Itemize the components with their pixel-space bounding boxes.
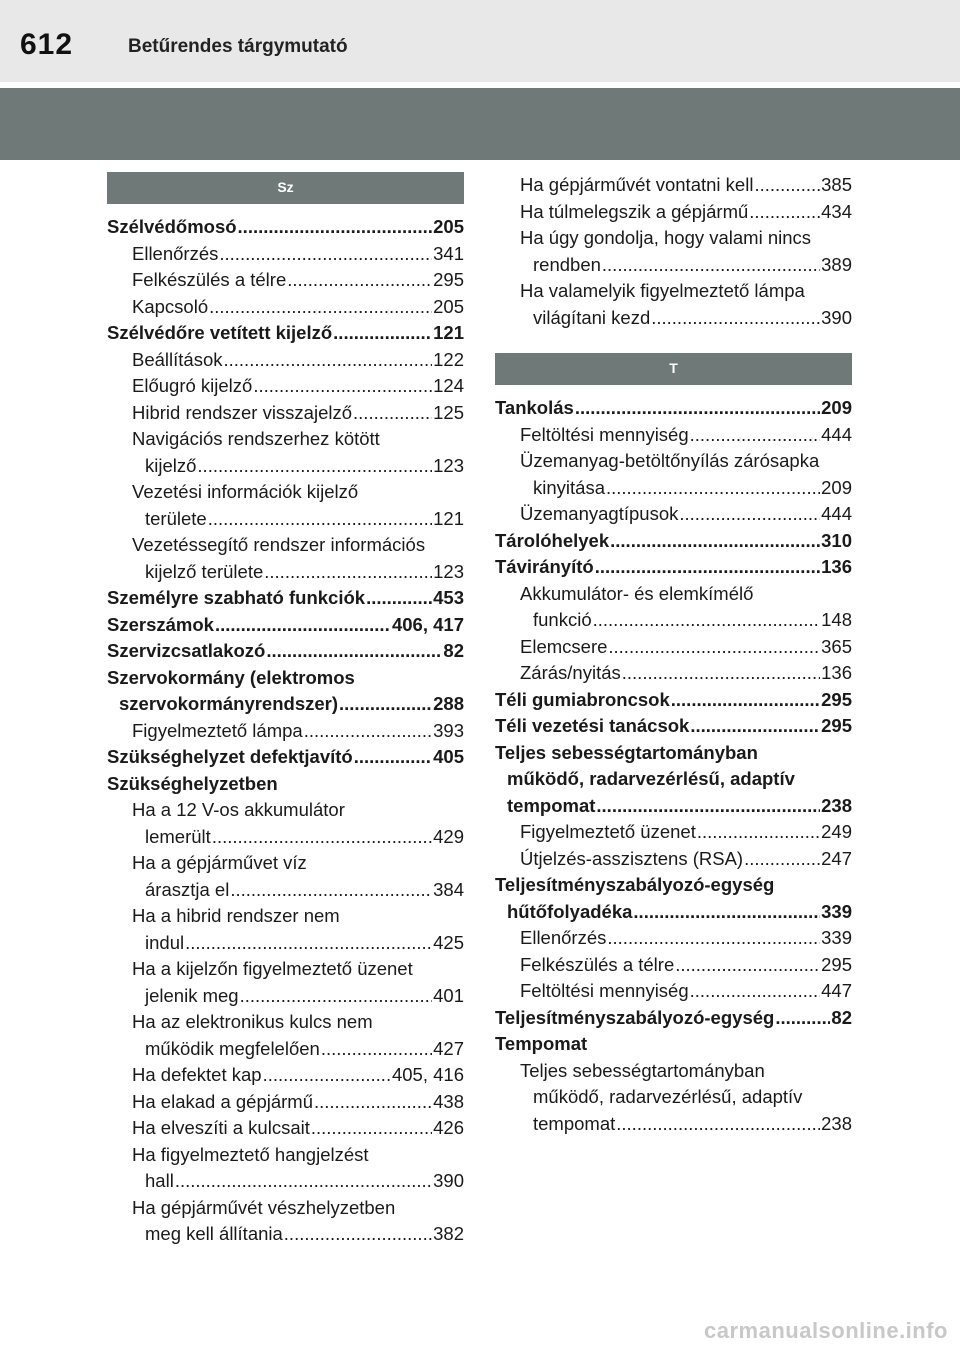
index-term: Téli vezetési tanácsok — [495, 715, 690, 736]
index-term: Kapcsoló — [132, 295, 209, 317]
index-term: területe — [145, 507, 207, 529]
index-entry — [495, 199, 852, 226]
page-reference: 148 — [821, 609, 852, 630]
page-reference: 121 — [433, 322, 464, 343]
index-entry — [495, 899, 852, 926]
index-term: kinyitása — [533, 476, 605, 498]
index-term: Tárolóhelyek — [495, 529, 610, 551]
index-entry — [107, 241, 464, 268]
index-entry — [107, 347, 464, 374]
page-header — [0, 0, 960, 82]
index-entry — [107, 1062, 464, 1089]
index-term: Elemcsere — [520, 635, 608, 657]
dot-leader — [697, 819, 820, 846]
index-term: kijelző — [145, 454, 197, 476]
page-reference: 406, 417 — [391, 613, 464, 635]
dot-leader — [607, 925, 820, 952]
index-entry — [495, 395, 852, 422]
page-reference: 405, 416 — [391, 1064, 464, 1085]
index-term: árasztja el — [145, 878, 230, 900]
dot-leader — [679, 501, 820, 528]
index-entry — [107, 930, 464, 957]
index-entry — [495, 819, 852, 846]
page-reference: 447 — [821, 980, 852, 1001]
page-reference: 122 — [433, 348, 464, 370]
page-reference: 124 — [433, 375, 464, 396]
index-entry — [495, 172, 852, 199]
page-reference: 121 — [433, 507, 464, 529]
page-reference: 438 — [433, 1090, 464, 1112]
dot-leader — [775, 1005, 830, 1032]
page-reference: 238 — [821, 1112, 852, 1134]
page-reference: 209 — [821, 397, 852, 418]
page-reference: 444 — [821, 423, 852, 445]
section-header-t: T — [495, 353, 852, 385]
dot-leader — [616, 1111, 820, 1138]
dot-leader — [208, 506, 432, 533]
index-entry — [495, 793, 852, 820]
index-entry — [107, 320, 464, 347]
index-term: Feltöltési mennyiség — [520, 423, 689, 445]
dot-leader — [219, 241, 432, 268]
page-reference: 205 — [433, 216, 464, 237]
index-entry — [107, 585, 464, 612]
dot-leader — [366, 585, 432, 612]
index-entry — [495, 1111, 852, 1138]
index-term: Szükséghelyzet defektjavító — [107, 746, 353, 767]
page-number: 612 — [20, 28, 74, 61]
dot-leader — [754, 172, 820, 199]
dot-leader — [230, 877, 432, 904]
index-term: lemerült — [145, 825, 211, 847]
page-reference: 238 — [821, 794, 852, 816]
index-entry — [107, 983, 464, 1010]
dot-leader — [744, 846, 820, 873]
dot-leader — [314, 1089, 432, 1116]
index-term: tempomat — [507, 794, 596, 816]
index-entry-text: működő, radarvezérlésű, adaptív — [507, 768, 795, 789]
dot-leader — [593, 607, 821, 634]
dot-leader — [610, 528, 820, 555]
index-entry-text: Ha az elektronikus kulcs nem — [132, 1011, 373, 1032]
page-reference: 390 — [821, 306, 852, 328]
dot-leader — [215, 612, 391, 639]
page-reference: 365 — [821, 635, 852, 657]
page-reference: 82 — [443, 640, 464, 661]
index-term: Szélvédőmosó — [107, 216, 237, 237]
dot-leader — [575, 395, 820, 422]
index-entry — [107, 373, 464, 400]
index-term: Beállítások — [132, 348, 223, 370]
dot-leader — [266, 638, 442, 665]
page-reference: 310 — [821, 529, 852, 551]
page-reference: 209 — [821, 476, 852, 498]
index-entry-text: Akkumulátor- és elemkímélő — [520, 582, 754, 604]
index-term: meg kell állítania — [145, 1223, 283, 1244]
index-term: Feltöltési mennyiség — [520, 980, 689, 1001]
page-reference: 82 — [831, 1006, 852, 1028]
index-entry — [107, 400, 464, 427]
index-entry — [107, 506, 464, 533]
dot-leader — [238, 214, 433, 241]
dot-leader — [209, 294, 432, 321]
dot-leader — [185, 930, 432, 957]
index-entry — [495, 554, 852, 581]
index-term: Ha elveszíti a kulcsait — [132, 1117, 310, 1138]
index-entry-text: Ha úgy gondolja, hogy valami nincs — [520, 227, 812, 248]
index-entry — [107, 559, 464, 586]
index-entry — [495, 305, 852, 332]
dot-leader — [595, 554, 820, 581]
index-entry — [107, 691, 464, 718]
dot-leader — [212, 824, 432, 851]
page-reference: 429 — [433, 825, 464, 847]
dot-leader — [263, 1062, 391, 1089]
index-entry — [495, 1005, 852, 1032]
index-entry-text: Teljes sebességtartományban — [495, 741, 758, 763]
page-reference: 288 — [433, 693, 464, 714]
index-entry — [495, 422, 852, 449]
index-entry — [495, 687, 852, 714]
index-term: hall — [145, 1170, 174, 1191]
index-entry-text: Navigációs rendszerhez kötött — [132, 428, 380, 449]
page-title: Betűrendes tárgymutató — [128, 36, 348, 57]
index-term: kijelző területe — [145, 560, 264, 582]
page-reference: 249 — [821, 821, 852, 842]
page-reference: 341 — [433, 242, 464, 264]
index-entry — [107, 267, 464, 294]
index-list-left — [107, 214, 464, 1248]
page-reference: 405 — [433, 746, 464, 767]
dot-leader — [353, 400, 432, 427]
index-term: Szerszámok — [107, 613, 214, 635]
index-term: jelenik meg — [145, 984, 239, 1006]
index-entry-text: Szervokormány (elektromos — [107, 666, 355, 688]
index-entry-text: Ha a gépjárművet víz — [132, 852, 307, 873]
index-term: Ha túlmelegszik a gépjármű — [520, 200, 749, 222]
index-entry — [107, 1115, 464, 1142]
index-term: Hibrid rendszer visszajelző — [132, 401, 353, 423]
page-reference: 295 — [821, 688, 852, 710]
dot-leader — [602, 252, 820, 279]
page-reference: 136 — [821, 662, 852, 683]
index-column-left — [107, 172, 464, 1248]
dot-leader — [633, 899, 820, 926]
index-entry-text: Teljesítményszabályozó-egység — [495, 874, 775, 895]
dot-leader — [749, 199, 820, 226]
index-term: Útjelzés-asszisztens (RSA) — [520, 847, 744, 869]
index-term: Figyelmeztető lámpa — [132, 719, 303, 741]
index-entry — [107, 877, 464, 904]
index-entry — [495, 952, 852, 979]
index-term: Ellenőrzés — [520, 927, 607, 948]
dot-leader — [284, 1221, 432, 1248]
page-reference: 247 — [821, 847, 852, 869]
page-reference: 426 — [433, 1117, 464, 1138]
index-list-right-continued — [495, 172, 852, 331]
page-reference: 444 — [821, 503, 852, 524]
index-term: Szervizcsatlakozó — [107, 640, 266, 661]
index-entry — [495, 475, 852, 502]
index-entry-text: Ha a kijelzőn figyelmeztető üzenet — [132, 958, 413, 979]
page-reference: 295 — [433, 269, 464, 290]
page-reference: 382 — [433, 1223, 464, 1244]
index-term: szervokormányrendszer) — [119, 693, 339, 714]
index-entry-text: Ha gépjárművét vészhelyzetben — [132, 1196, 396, 1218]
index-term: Ha defektet kap — [132, 1064, 262, 1085]
dot-leader — [675, 952, 820, 979]
index-entry — [495, 660, 852, 687]
dot-leader — [240, 983, 433, 1010]
index-term: Szélvédőre vetített kijelző — [107, 322, 333, 343]
page-reference: 295 — [821, 953, 852, 975]
index-term: Tankolás — [495, 397, 574, 418]
watermark: carmanualsonline.info — [704, 1318, 948, 1343]
index-term: funkció — [533, 609, 592, 630]
index-entry-text: Ha valamelyik figyelmeztető lámpa — [520, 280, 805, 301]
index-term: Ha elakad a gépjármű — [132, 1090, 313, 1112]
dot-leader — [287, 267, 432, 294]
index-entry — [107, 214, 464, 241]
dot-leader — [622, 660, 820, 687]
index-entry — [107, 294, 464, 321]
page-reference: 295 — [821, 715, 852, 736]
page-reference: 401 — [433, 984, 464, 1006]
dot-leader — [197, 453, 432, 480]
index-entry — [107, 453, 464, 480]
index-entry-text: Ha a hibrid rendszer nem — [132, 905, 340, 926]
dot-leader — [175, 1168, 432, 1195]
index-entry — [107, 718, 464, 745]
index-term: Ha gépjárművét vontatni kell — [520, 174, 754, 195]
dot-leader — [690, 713, 820, 740]
index-entry — [495, 528, 852, 555]
index-entry — [107, 612, 464, 639]
index-column-right — [495, 172, 852, 1137]
index-term: Távirányító — [495, 556, 594, 577]
page-reference: 384 — [433, 878, 464, 900]
dot-leader — [304, 718, 432, 745]
index-entry — [495, 501, 852, 528]
index-term: világítani kezd — [533, 306, 651, 328]
page-reference: 125 — [433, 401, 464, 423]
page-reference: 425 — [433, 931, 464, 953]
index-entry — [107, 638, 464, 665]
index-entry — [495, 634, 852, 661]
dot-leader — [596, 793, 820, 820]
index-entry — [107, 1036, 464, 1063]
index-entry — [495, 846, 852, 873]
dot-leader — [651, 305, 820, 332]
index-term: Üzemanyagtípusok — [520, 503, 679, 524]
page-reference: 393 — [433, 719, 464, 741]
header-band — [0, 88, 960, 160]
index-term: Előugró kijelző — [132, 375, 253, 396]
index-term: működik megfelelően — [145, 1037, 320, 1059]
index-entry-text: Szükséghelyzetben — [107, 772, 278, 794]
dot-leader — [690, 422, 820, 449]
dot-leader — [333, 320, 432, 347]
page-reference: 427 — [433, 1037, 464, 1059]
page-reference: 434 — [821, 200, 852, 222]
section-header-sz: Sz — [107, 172, 464, 204]
dot-leader — [321, 1036, 432, 1063]
page-reference: 123 — [433, 560, 464, 582]
dot-leader — [224, 347, 433, 374]
page-reference: 136 — [821, 556, 852, 577]
dot-leader — [606, 475, 820, 502]
index-list-right — [495, 395, 852, 1137]
page-reference: 205 — [433, 295, 464, 317]
page-reference: 339 — [821, 900, 852, 922]
index-entry — [107, 1089, 464, 1116]
index-entry-text: működő, radarvezérlésű, adaptív — [533, 1086, 803, 1107]
index-entry-text: Vezetéssegítő rendszer információs — [132, 534, 426, 555]
index-entry-text: Tempomat — [495, 1033, 588, 1054]
dot-leader — [354, 744, 432, 771]
dot-leader — [253, 373, 432, 400]
index-term: Személyre szabható funkciók — [107, 587, 366, 608]
dot-leader — [690, 978, 820, 1005]
dot-leader — [311, 1115, 432, 1142]
dot-leader — [608, 634, 820, 661]
dot-leader — [264, 559, 432, 586]
page-reference: 453 — [433, 587, 464, 608]
index-term: tempomat — [533, 1112, 616, 1134]
index-entry — [107, 824, 464, 851]
index-entry — [495, 607, 852, 634]
page-reference: 385 — [821, 174, 852, 195]
index-entry — [495, 978, 852, 1005]
index-entry — [107, 1168, 464, 1195]
index-term: Téli gumiabroncsok — [495, 688, 670, 710]
index-entry — [495, 713, 852, 740]
index-entry-text: Vezetési információk kijelző — [132, 481, 359, 502]
index-entry — [495, 252, 852, 279]
page-reference: 390 — [433, 1170, 464, 1191]
index-term: Felkészülés a télre — [520, 953, 675, 975]
index-entry-text: Ha figyelmeztető hangjelzést — [132, 1143, 369, 1165]
index-entry — [107, 744, 464, 771]
index-entry-text: Ha a 12 V-os akkumulátor — [132, 799, 345, 820]
index-entry — [107, 1221, 464, 1248]
page-reference: 389 — [821, 253, 852, 275]
index-term: hűtőfolyadéka — [507, 900, 633, 922]
index-term: Figyelmeztető üzenet — [520, 821, 696, 842]
dot-leader — [671, 687, 820, 714]
section-spacer — [495, 331, 852, 353]
index-entry-text: Teljes sebességtartományban — [520, 1059, 765, 1081]
index-term: Felkészülés a télre — [132, 269, 287, 290]
page-reference: 123 — [433, 454, 464, 476]
index-term: indul — [145, 931, 185, 953]
index-term: Ellenőrzés — [132, 242, 219, 264]
page-reference: 339 — [821, 927, 852, 948]
index-entry-text: Üzemanyag-betöltőnyílás zárósapka — [520, 450, 820, 471]
index-entry — [495, 925, 852, 952]
dot-leader — [339, 691, 432, 718]
index-term: rendben — [533, 253, 601, 275]
index-term: Teljesítményszabályozó-egység — [495, 1006, 775, 1028]
index-term: Zárás/nyitás — [520, 662, 621, 683]
